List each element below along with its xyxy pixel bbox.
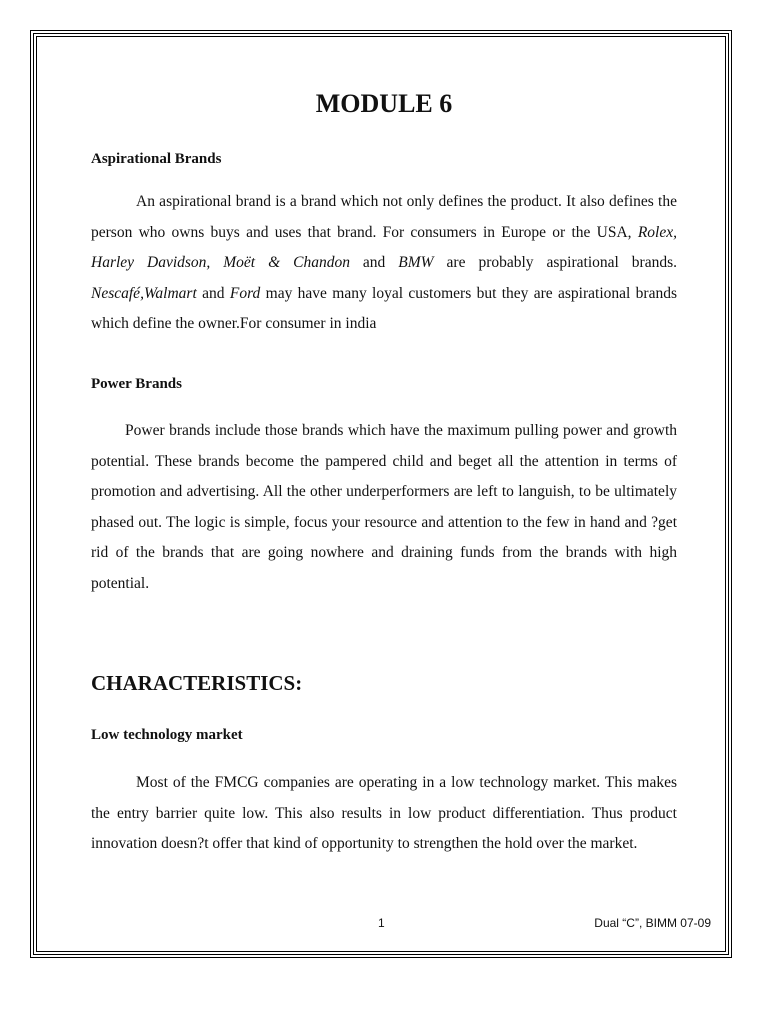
aspirational-text-4: and bbox=[196, 284, 230, 302]
aspirational-text-1: An aspirational brand is a brand which not only defines the product. It also defines the person who owns buys and uses that brand. For consumers in Europe or the USA, bbox=[91, 193, 677, 241]
low-technology-paragraph bbox=[91, 768, 677, 860]
page-number: 1 bbox=[378, 916, 385, 930]
aspirational-brand-names-1: Rolex, Harley Davidson, Moët & Chandon bbox=[91, 223, 677, 271]
aspirational-text-3: are probably aspirational brands. bbox=[433, 254, 677, 271]
aspirational-text-2: and bbox=[349, 254, 399, 271]
module-title: MODULE 6 bbox=[315, 89, 453, 118]
aspirational-brand-names-2: Nescafé,Walmart bbox=[91, 284, 197, 302]
aspirational-text-5: may have many loyal customers but they are aspirational brands which define the owner.For consumer in india bbox=[91, 284, 677, 332]
characteristics-heading: CHARACTERISTICS: bbox=[91, 671, 303, 695]
power-brands-heading: Power Brands bbox=[91, 376, 182, 392]
aspirational-brand-bmw: BMW bbox=[398, 254, 434, 271]
power-brands-text: Power brands include those brands which have the maximum pulling power and growth potential. These brands become the pampered child and beget all the attention in terms of promotion and advertising. All the other underperformers are left to languish, to be ultimately phased out. The logic is simple, focus your resource and attention to the few in hand and ?get rid of the brands that are going nowhere and draining funds from the brands with high potential. bbox=[91, 422, 677, 592]
aspirational-brands-heading: Aspirational Brands bbox=[91, 151, 222, 167]
footer-course-label: Dual “C”, BIMM 07-09 bbox=[594, 916, 711, 930]
low-technology-text: Most of the FMCG companies are operating in a low technology market. This makes the entry barrier quite low. This also results in low product differentiation. Thus product innovation doesn?t offer that kind of opportunity to strengthen the hold over the market. bbox=[91, 774, 677, 852]
aspirational-brands-paragraph bbox=[91, 187, 677, 340]
low-technology-market-heading: Low technology market bbox=[91, 727, 243, 743]
power-brands-paragraph bbox=[91, 416, 677, 599]
aspirational-brand-ford: Ford bbox=[229, 284, 261, 302]
